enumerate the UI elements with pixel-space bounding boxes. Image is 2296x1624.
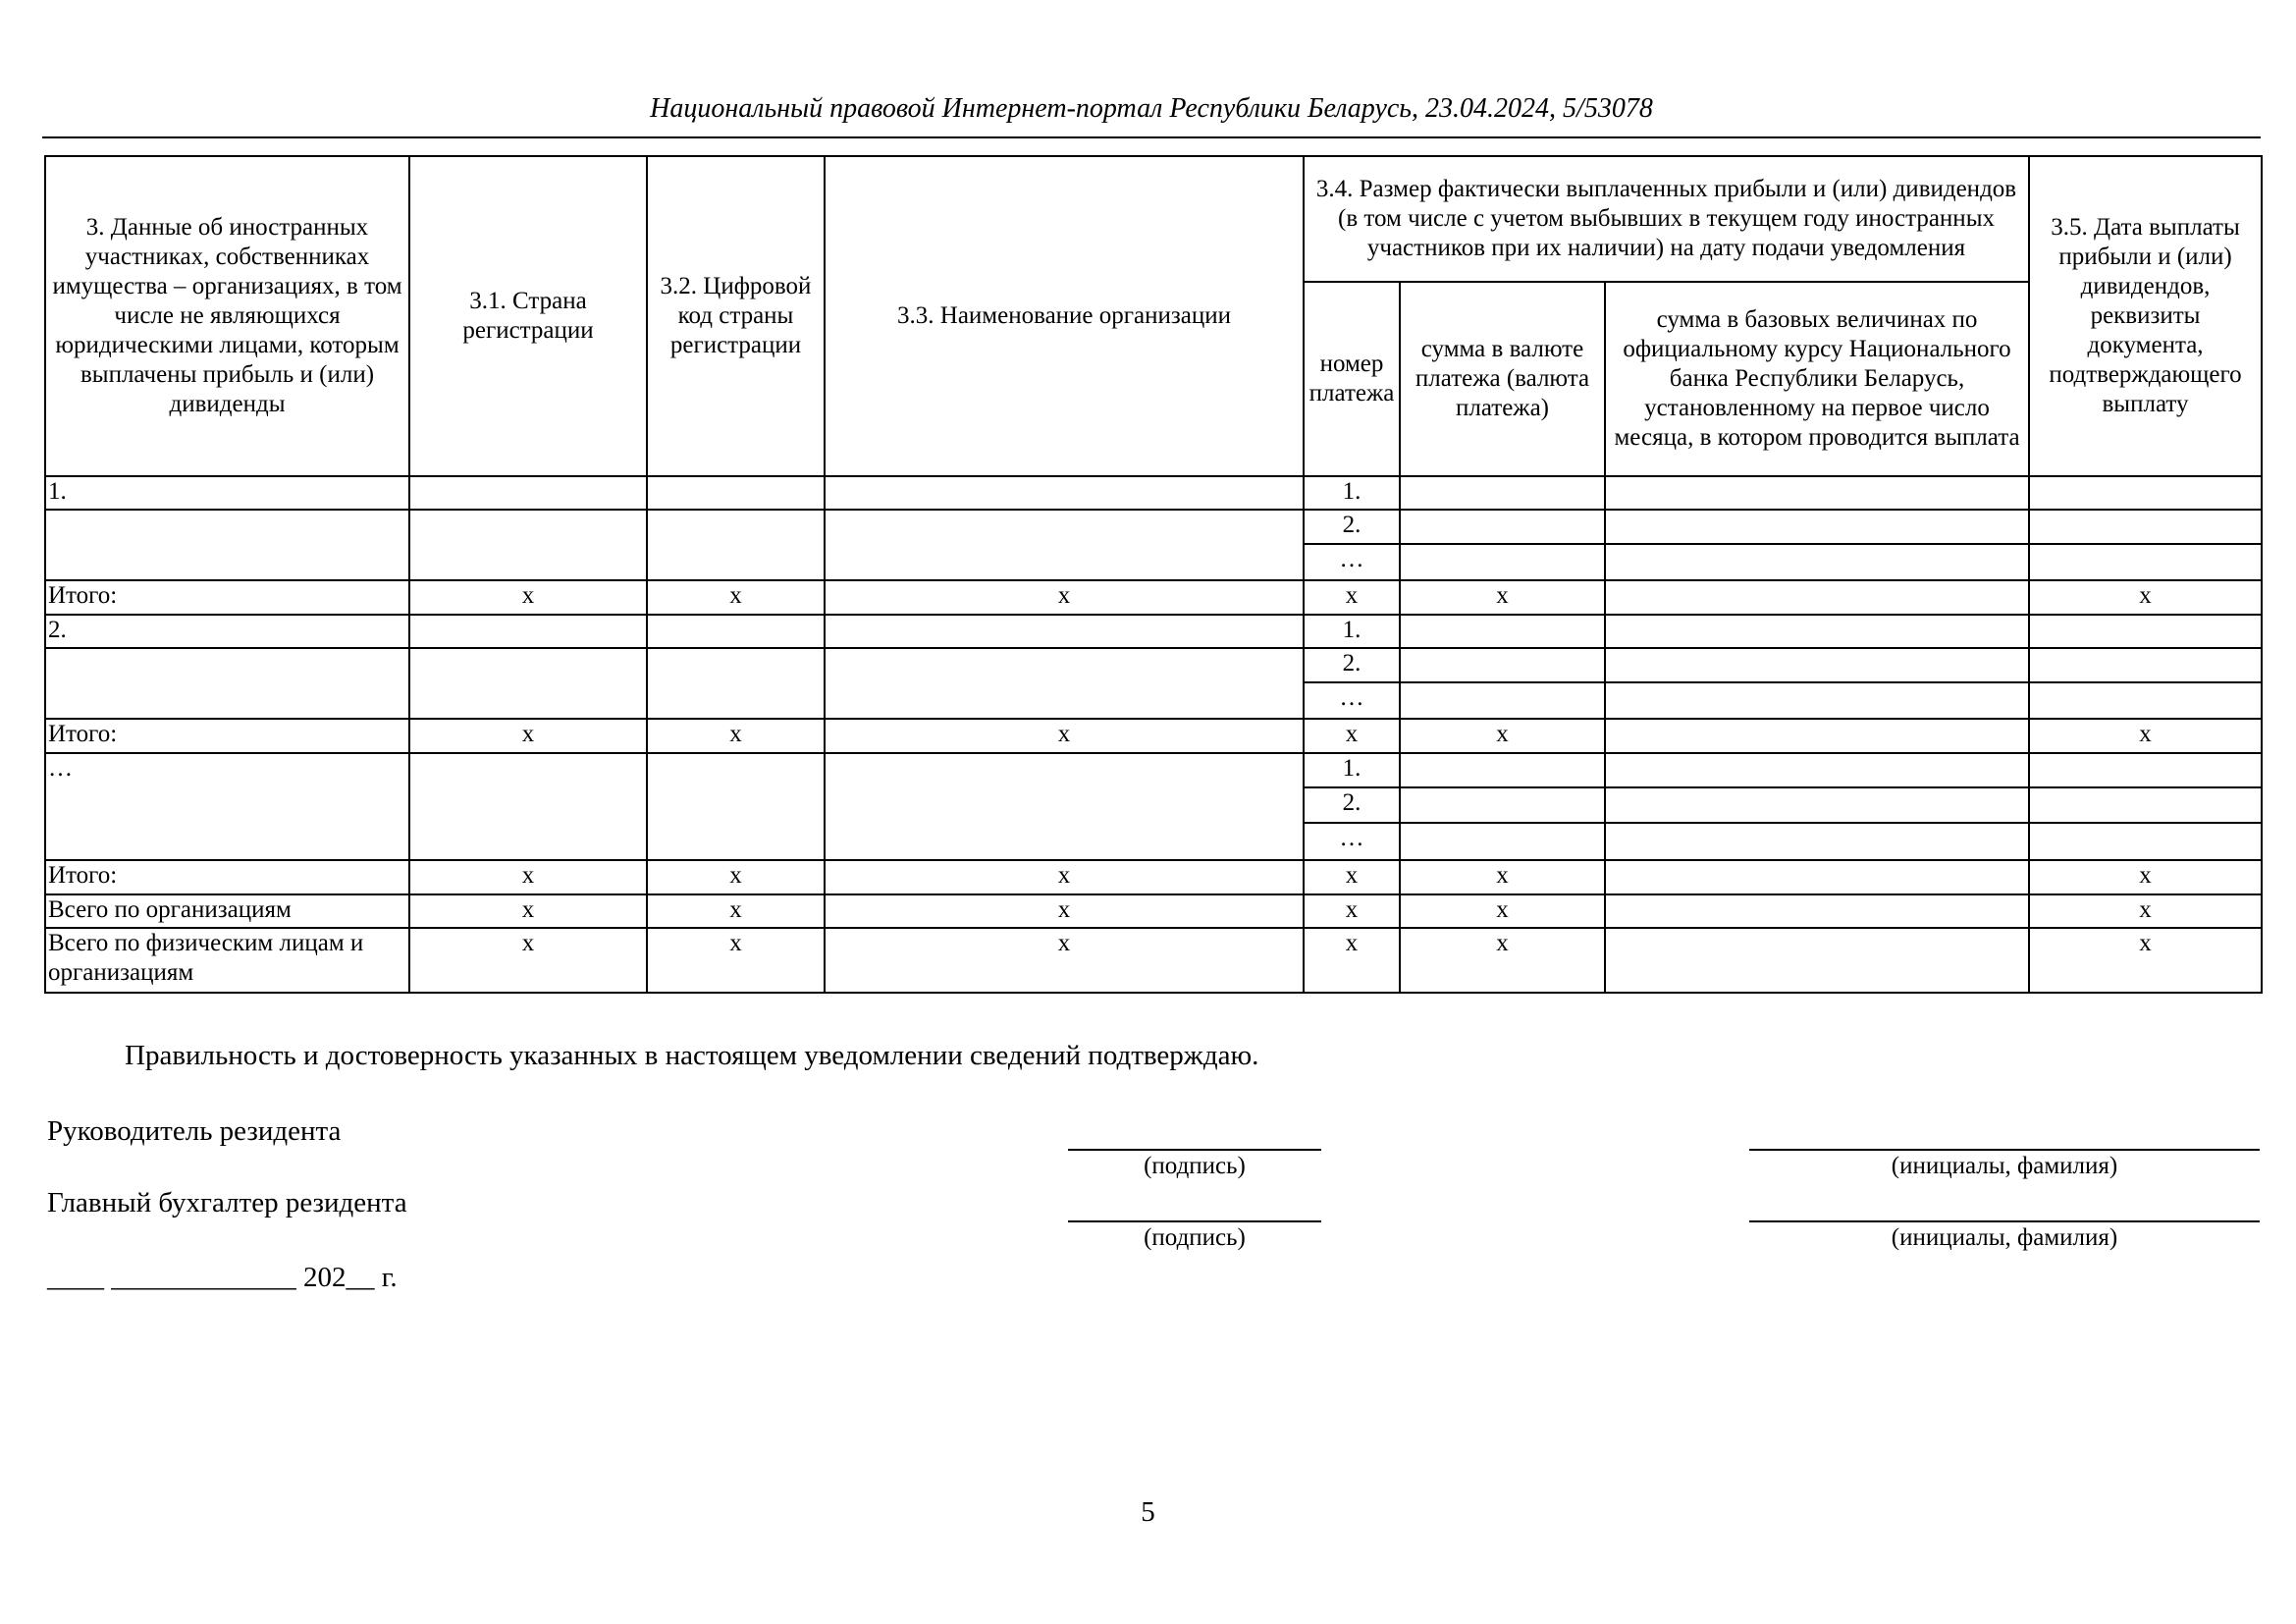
document-header: Национальный правовой Интернет-портал Республики Беларусь, 23.04.2024, 5/53078 (650, 93, 1653, 124)
empty-cell (409, 753, 647, 860)
payment-number: 1. (1304, 615, 1400, 648)
total-row (45, 580, 2262, 615)
cross-mark: х (2029, 580, 2262, 615)
empty-cell (1400, 476, 1605, 510)
total-label: Итого: (45, 580, 409, 615)
cross-mark: х (647, 928, 825, 993)
empty-cell (647, 476, 825, 510)
payment-number: … (1304, 823, 1400, 860)
empty-cell (2029, 544, 2262, 580)
summary-label: Всего по физическим лицам и организациям (45, 928, 409, 993)
cross-mark: х (2029, 894, 2262, 928)
empty-cell (825, 510, 1304, 580)
empty-cell (1400, 787, 1605, 823)
cross-mark: х (2029, 719, 2262, 753)
empty-cell (409, 615, 647, 648)
empty-cell (1605, 682, 2029, 719)
participant-number: 1. (45, 476, 409, 510)
empty-cell (1605, 860, 2029, 894)
empty-cell (409, 510, 647, 580)
signer-role: Главный бухгалтер резидента (47, 1187, 407, 1218)
empty-cell (825, 648, 1304, 719)
cross-mark: х (825, 894, 1304, 928)
empty-cell (1400, 544, 1605, 580)
payment-number: 1. (1304, 753, 1400, 787)
empty-cell (2029, 787, 2262, 823)
empty-cell (2029, 753, 2262, 787)
empty-cell (647, 753, 825, 860)
empty-cell (2029, 476, 2262, 510)
empty-cell (1605, 719, 2029, 753)
cross-mark: х (1304, 719, 1400, 753)
header-rule (42, 136, 2261, 138)
empty-cell (825, 615, 1304, 648)
empty-cell (1400, 510, 1605, 544)
participant-number: 2. (45, 615, 409, 648)
cross-mark: х (409, 928, 647, 993)
participant-number: … (45, 753, 409, 860)
cross-mark: х (409, 894, 647, 928)
date-line: ____ _____________ 202__ г. (47, 1262, 398, 1293)
empty-cell (1605, 510, 2029, 544)
payment-number: … (1304, 682, 1400, 719)
empty-cell (2029, 682, 2262, 719)
header-col34-amount: сумма в валюте платежа (валюта платежа) (1400, 282, 1605, 476)
cross-mark: х (647, 860, 825, 894)
payment-number: 2. (1304, 510, 1400, 544)
cross-mark: х (1400, 719, 1605, 753)
cross-mark: х (825, 719, 1304, 753)
empty-cell (1400, 682, 1605, 719)
empty-cell (2029, 823, 2262, 860)
header-col32: 3.2. Цифровой код страны регистрации (647, 156, 825, 476)
signature-caption: (подпись) (1144, 1153, 1246, 1179)
summary-label: Всего по организациям (45, 894, 409, 928)
cross-mark: х (1400, 928, 1605, 993)
cross-mark: х (1304, 860, 1400, 894)
empty-cell (45, 648, 409, 719)
cross-mark: х (2029, 860, 2262, 894)
empty-cell (1605, 928, 2029, 993)
signature-caption: (подпись) (1144, 1224, 1246, 1251)
empty-cell (409, 476, 647, 510)
table-row (45, 753, 2262, 787)
cross-mark: х (825, 580, 1304, 615)
signature-line (1068, 1149, 1321, 1151)
empty-cell (825, 753, 1304, 860)
empty-cell (1605, 544, 2029, 580)
cross-mark: х (647, 580, 825, 615)
total-label: Итого: (45, 860, 409, 894)
empty-cell (647, 648, 825, 719)
empty-cell (409, 648, 647, 719)
header-col33: 3.3. Наименование организации (825, 156, 1304, 476)
table-row (45, 648, 2262, 682)
cross-mark: х (2029, 928, 2262, 993)
table-row (45, 615, 2262, 648)
empty-cell (647, 615, 825, 648)
empty-cell (2029, 615, 2262, 648)
header-col35: 3.5. Дата выплаты прибыли и (или) дивидендов, реквизиты документа, подтверждающего выплату (2029, 156, 2262, 476)
name-line (1749, 1149, 2260, 1151)
empty-cell (2029, 648, 2262, 682)
name-line (1749, 1220, 2260, 1222)
cross-mark: х (409, 580, 647, 615)
empty-cell (1605, 753, 2029, 787)
cross-mark: х (1400, 894, 1605, 928)
cross-mark: х (1304, 894, 1400, 928)
summary-row (45, 928, 2262, 993)
name-caption: (инициалы, фамилия) (1891, 1153, 2118, 1179)
cross-mark: х (409, 860, 647, 894)
empty-cell (1605, 580, 2029, 615)
cross-mark: х (409, 719, 647, 753)
payment-number: 2. (1304, 787, 1400, 823)
empty-cell (1605, 894, 2029, 928)
header-col34: 3.4. Размер фактически выплаченных прибыли и (или) дивидендов (в том числе с учетом выбывших в текущем году иностранных участников при их наличии) на дату подачи уведомления (1304, 156, 2029, 282)
cross-mark: х (1400, 860, 1605, 894)
dividends-table (44, 155, 2263, 994)
empty-cell (1605, 615, 2029, 648)
total-row (45, 860, 2262, 894)
payment-number: 1. (1304, 476, 1400, 510)
cross-mark: х (647, 719, 825, 753)
empty-cell (1605, 648, 2029, 682)
empty-cell (1400, 753, 1605, 787)
header-col34-number: номер платежа (1304, 282, 1400, 476)
empty-cell (647, 510, 825, 580)
confirmation-text: Правильность и достоверность указанных в настоящем уведомлении сведений подтверждаю. (125, 1040, 1259, 1071)
payment-number: … (1304, 544, 1400, 580)
header-col3: 3. Данные об иностранных участниках, собственниках имущества – организациях, в том числе не являющихся юридическими лицами, которым выплачены прибыль и (или) дивиденды (45, 156, 409, 476)
cross-mark: х (825, 928, 1304, 993)
summary-row (45, 894, 2262, 928)
signature-line (1068, 1220, 1321, 1222)
signer-role: Руководитель резидента (47, 1115, 342, 1147)
cross-mark: х (825, 860, 1304, 894)
header-col31: 3.1. Страна регистрации (409, 156, 647, 476)
header-col34-base: сумма в базовых величинах по официальному курсу Национального банка Республики Беларусь, установленному на первое число месяца, в котором проводится выплата (1605, 282, 2029, 476)
cross-mark: х (1400, 580, 1605, 615)
payment-number: 2. (1304, 648, 1400, 682)
total-label: Итого: (45, 719, 409, 753)
empty-cell (1400, 615, 1605, 648)
empty-cell (1605, 787, 2029, 823)
cross-mark: х (1304, 928, 1400, 993)
empty-cell (45, 510, 409, 580)
empty-cell (1605, 823, 2029, 860)
table-row (45, 510, 2262, 544)
empty-cell (2029, 510, 2262, 544)
cross-mark: х (1304, 580, 1400, 615)
cross-mark: х (647, 894, 825, 928)
table-row (45, 476, 2262, 510)
empty-cell (1400, 823, 1605, 860)
empty-cell (1400, 648, 1605, 682)
empty-cell (1605, 476, 2029, 510)
page-number: 5 (1141, 1496, 1155, 1528)
total-row (45, 719, 2262, 753)
empty-cell (825, 476, 1304, 510)
name-caption: (инициалы, фамилия) (1891, 1224, 2118, 1251)
